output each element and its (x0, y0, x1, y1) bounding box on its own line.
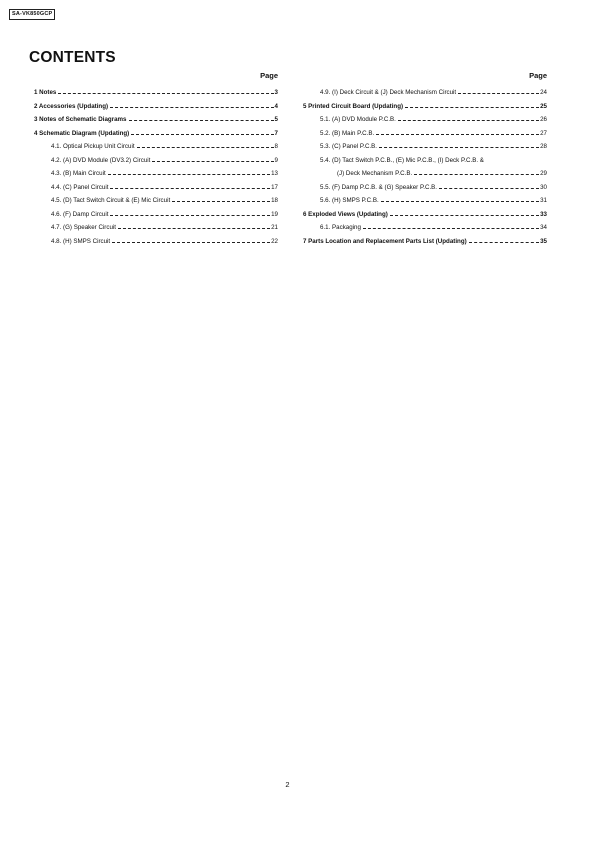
toc-entry[interactable] (34, 238, 278, 252)
toc-entry-page: 35 (540, 237, 547, 245)
toc-entry[interactable] (34, 157, 278, 171)
toc-entry-page: 3 (274, 89, 278, 96)
toc-entry-page: 17 (271, 183, 278, 191)
toc-leader-dots (110, 107, 274, 108)
toc-entry-page: 28 (540, 143, 547, 150)
toc-entry[interactable] (34, 130, 278, 144)
toc-list-right (303, 89, 547, 251)
toc-entry-page: 27 (540, 129, 547, 137)
toc-entry-page: 19 (271, 210, 278, 218)
toc-entry-label: 4.2. (A) DVD Module (DV3.2) Circuit (51, 156, 151, 164)
toc-entry-page: 24 (540, 89, 547, 96)
toc-entry-page: 22 (271, 237, 278, 245)
toc-entry-label: 6 Exploded Views (Updating) (303, 210, 388, 218)
toc-list-left (34, 89, 278, 251)
page-column-heading: Page (529, 71, 547, 80)
toc-leader-dots (379, 147, 539, 148)
toc-leader-dots (405, 107, 539, 108)
toc-entry-label: 4.8. (H) SMPS Circuit (51, 237, 111, 245)
toc-entry-label: 5.1. (A) DVD Module P.C.B. (320, 116, 396, 123)
toc-leader-dots (129, 120, 274, 121)
toc-entry-label: 4.5. (D) Tact Switch Circuit & (E) Mic Circuit (51, 197, 171, 204)
toc-leader-dots (172, 201, 270, 202)
toc-entry-label: 5 Printed Circuit Board (Updating) (303, 102, 404, 110)
toc-entry-page: 21 (271, 224, 278, 231)
toc-leader-dots (390, 215, 539, 216)
toc-entry-page: 5 (274, 116, 278, 123)
toc-entry[interactable] (303, 224, 547, 238)
toc-entry-page: 31 (540, 197, 547, 204)
page-title: CONTENTS (29, 49, 116, 66)
toc-entry-label: 4.1. Optical Pickup Unit Circuit (51, 143, 135, 150)
toc-leader-dots (58, 93, 273, 94)
toc-leader-dots (363, 228, 539, 229)
toc-leader-dots (469, 242, 539, 243)
toc-entry-page: 9 (274, 156, 278, 164)
toc-leader-dots (376, 134, 539, 135)
toc-entry[interactable] (34, 116, 278, 130)
toc-entry[interactable] (303, 89, 547, 103)
toc-entry[interactable] (303, 170, 547, 184)
toc-entry[interactable] (303, 116, 547, 130)
toc-entry-page: 30 (540, 183, 547, 191)
toc-column-left (34, 71, 278, 251)
toc-entry[interactable] (34, 103, 278, 117)
toc-leader-dots (112, 242, 270, 243)
toc-entry[interactable] (303, 238, 547, 252)
toc-entry-label: 4.7. (G) Speaker Circuit (51, 224, 116, 231)
toc-entry-page: 4 (274, 102, 278, 110)
toc-entry-page: 25 (540, 102, 547, 110)
toc-leader-dots (152, 161, 273, 162)
toc-leader-dots (110, 188, 270, 189)
toc-entry-label: 4.3. (B) Main Circuit (51, 170, 106, 177)
toc-entry[interactable] (303, 143, 547, 157)
toc-entry-page: 7 (274, 129, 278, 137)
toc-entry[interactable] (303, 157, 547, 171)
toc-entry-page: 26 (540, 116, 547, 123)
toc-entry[interactable] (34, 89, 278, 103)
toc-entry[interactable] (34, 170, 278, 184)
toc-leader-dots (439, 188, 539, 189)
toc-entry-page: 29 (540, 170, 547, 177)
toc-entry-page: 34 (540, 224, 547, 231)
toc-entry-label: 4 Schematic Diagram (Updating) (34, 129, 130, 137)
toc-entry-label: 5.4. (D) Tact Switch P.C.B., (E) Mic P.C.B., (I) Deck P.C.B. & (320, 156, 484, 164)
toc-entry-label: 5.6. (H) SMPS P.C.B. (320, 197, 379, 204)
toc-entry[interactable] (303, 103, 547, 117)
toc-entry[interactable] (303, 211, 547, 225)
toc-entry[interactable] (34, 197, 278, 211)
toc-entry[interactable] (303, 130, 547, 144)
toc-entry[interactable] (303, 197, 547, 211)
toc-entry[interactable] (303, 184, 547, 198)
toc-leader-dots (398, 120, 539, 121)
toc-entry-label: 2 Accessories (Updating) (34, 102, 109, 110)
toc-leader-dots (110, 215, 270, 216)
toc-entry-label: 5.2. (B) Main P.C.B. (320, 129, 375, 137)
toc-leader-dots (108, 174, 270, 175)
toc-entry-label: (J) Deck Mechanism P.C.B. (337, 170, 413, 177)
toc-entry-page: 8 (274, 143, 278, 150)
page-number: 2 (285, 780, 290, 789)
toc-column-right (303, 71, 547, 251)
toc-entry-label: 3 Notes of Schematic Diagrams (34, 116, 127, 123)
model-tag: SA-VK850GCP (9, 9, 55, 20)
toc-leader-dots (137, 147, 274, 148)
toc-entry[interactable] (34, 184, 278, 198)
toc-entry-label: 4.9. (I) Deck Circuit & (J) Deck Mechanism Circuit (320, 89, 457, 96)
toc-entry-label: 4.4. (C) Panel Circuit (51, 183, 109, 191)
toc-entry-page: 18 (271, 197, 278, 204)
toc-leader-dots (118, 228, 270, 229)
toc-leader-dots (414, 174, 539, 175)
toc-entry-label: 5.5. (F) Damp P.C.B. & (G) Speaker P.C.B. (320, 183, 438, 191)
toc-entry-page: 13 (271, 170, 278, 177)
toc-entry-label: 4.6. (F) Damp Circuit (51, 210, 109, 218)
toc-leader-dots (131, 134, 273, 135)
toc-entry-label: 7 Parts Location and Replacement Parts List (Updating) (303, 237, 467, 245)
page-column-heading: Page (260, 71, 278, 80)
toc-entry[interactable] (34, 143, 278, 157)
toc-entry-label: 5.3. (C) Panel P.C.B. (320, 143, 377, 150)
toc-entry[interactable] (34, 224, 278, 238)
toc-entry-page: 33 (540, 210, 547, 218)
toc-leader-dots (458, 93, 539, 94)
toc-entry[interactable] (34, 211, 278, 225)
toc-entry-label: 1 Notes (34, 89, 57, 96)
toc-leader-dots (381, 201, 539, 202)
toc-entry-label: 6.1. Packaging (320, 224, 361, 231)
